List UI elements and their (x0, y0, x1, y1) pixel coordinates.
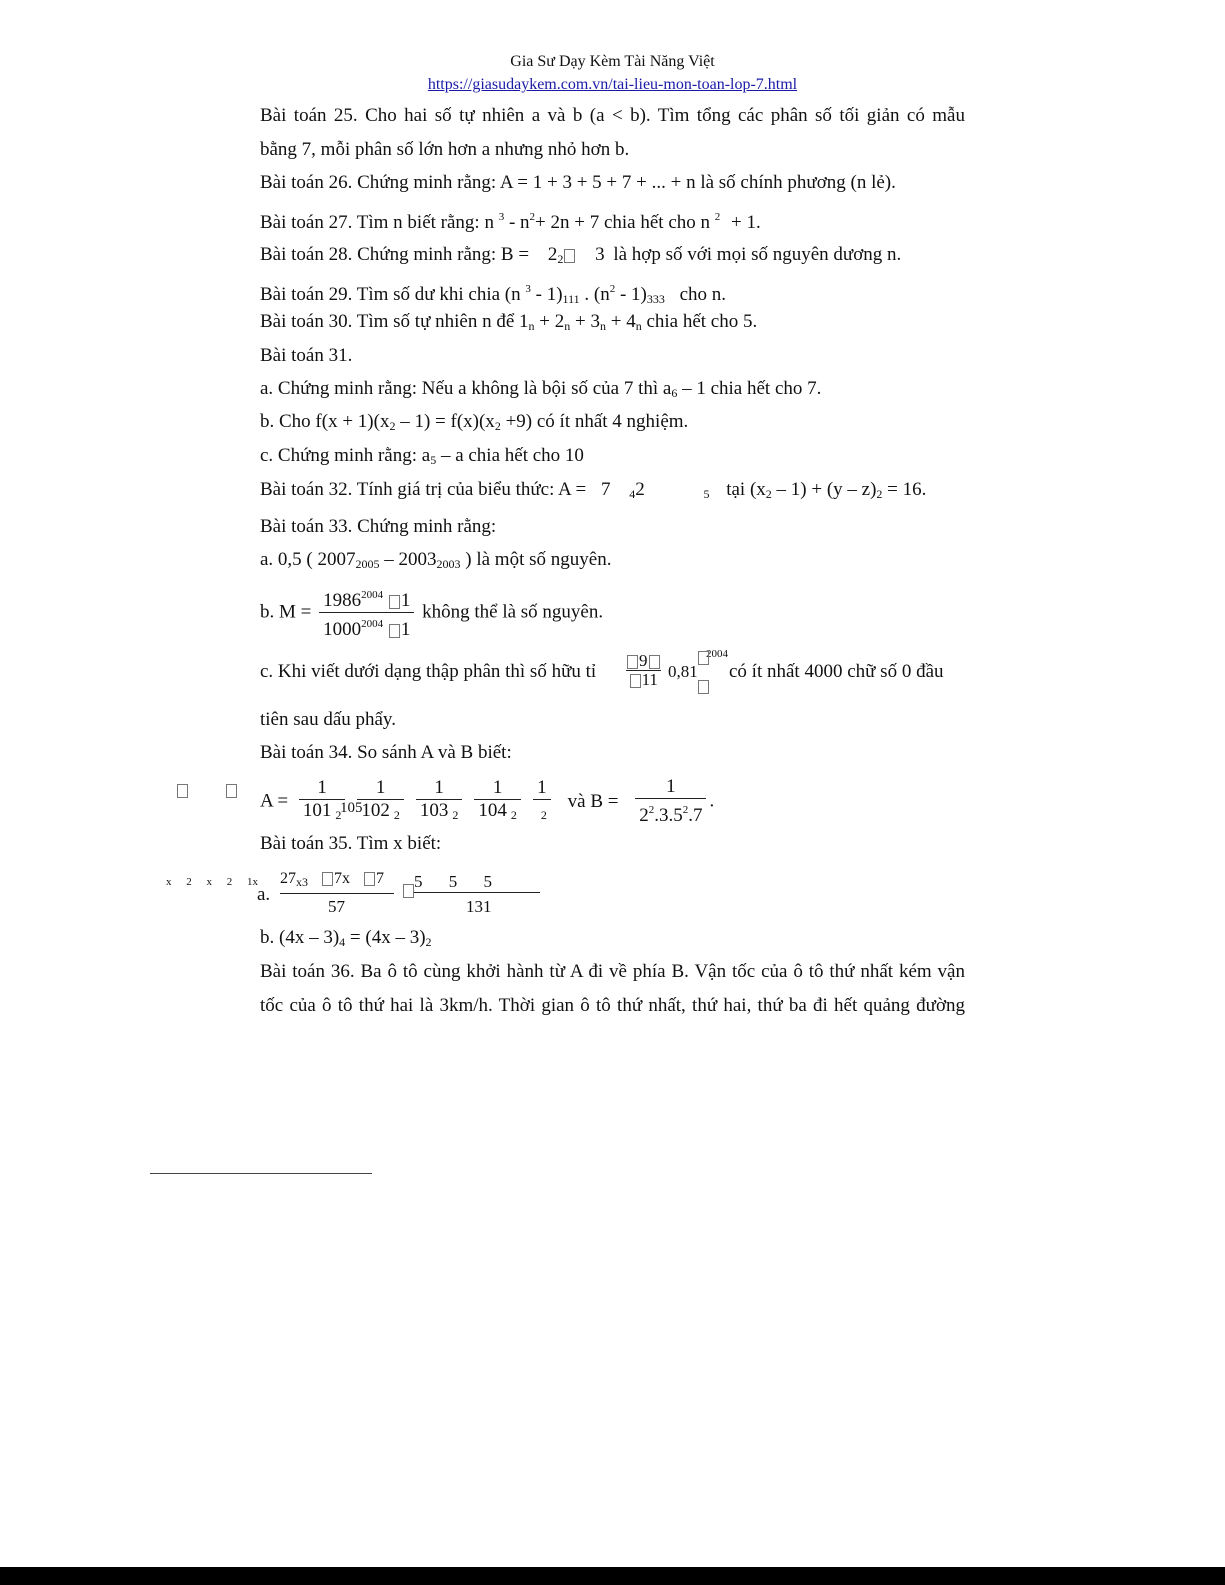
p34-fraction-den (474, 800, 521, 826)
problem-33-b (260, 584, 603, 641)
problem-35-title: Bài toán 35. Tìm x biết: (260, 833, 442, 854)
problem-33-c-line2: tiên sau dấu phẩy. (260, 709, 396, 730)
p30-d: + 4 (610, 311, 636, 332)
problem-35-b (260, 926, 432, 954)
p34-mid: và B = (567, 790, 619, 812)
p33-b-num-base: 1986 (323, 590, 362, 611)
p33-b-num (319, 584, 414, 613)
problem-31-b (260, 410, 688, 438)
p33-a-sub2: 2003 (436, 557, 461, 571)
problem-25-line1: Bài toán 25. Cho hai số tự nhiên a và b (a < b). Tìm tổng các phân số tối giản có mẫu (260, 105, 965, 126)
p34-b-fraction (635, 776, 706, 827)
p31-c-sub: 5 (430, 453, 437, 467)
p28-sub: 2 (557, 252, 564, 266)
p33-a2: – 2003 (384, 549, 437, 570)
p35-a-7: 7 (376, 870, 384, 887)
p29-b: - 1) (535, 284, 563, 305)
p34-fraction (357, 777, 404, 826)
problem-25-line2: bằng 7, mỗi phân số lớn hơn a nhưng nhỏ hơn b. (260, 139, 630, 160)
p34-fraction-den-value: 103 (419, 800, 449, 821)
p29-exp2: 2 (609, 283, 616, 295)
p34-stray-box2 (226, 784, 237, 798)
header-link[interactable]: https://giasudaykem.com.vn/tai-lieu-mon-toan-lop-7.html (427, 76, 798, 93)
p31-b-sub2: 2 (494, 419, 501, 433)
problem-34-title: Bài toán 34. So sánh A và B biết: (260, 742, 512, 763)
p27-exp2: 2 (529, 211, 536, 223)
p34-b-den-end: .7 (688, 805, 703, 826)
problem-36 (260, 960, 965, 1018)
p30-n3: n (599, 319, 606, 333)
p33-b-den-base: 1000 (323, 619, 362, 640)
p34-fraction-den-square: 2 (540, 808, 547, 822)
p34-fraction-den (357, 800, 404, 826)
p33-b-num-one: 1 (400, 590, 411, 611)
p33-c-num (626, 652, 661, 671)
p34-fraction-den-value: 101 (302, 800, 332, 821)
p32-sub1: 2 (765, 487, 772, 501)
p33-c-exp: 2004 (706, 648, 728, 660)
p34-fraction-den-square: 2 (452, 808, 459, 822)
p32-g: – 1) + (y – z) (776, 479, 877, 500)
p29-d: - 1) (619, 284, 647, 305)
p30-c: + 3 (575, 311, 600, 332)
p27-a: Bài toán 27. Tìm n biết rằng: n (260, 212, 494, 233)
p34-b-num: 1 (635, 776, 706, 799)
problem-33-a (260, 548, 611, 576)
p35-fives: 5 5 5 (414, 872, 540, 893)
p34-b-den-mid: .3.5 (654, 805, 683, 826)
p35-a-den: 57 (328, 897, 345, 916)
p32-f: tại (x (726, 479, 766, 500)
p31-b2: – 1) = f(x)(x (400, 411, 495, 432)
p30-a: Bài toán 30. Tìm số tự nhiên n để 1 (260, 311, 529, 332)
bottom-bar (0, 1567, 1225, 1585)
p32-h: = 16. (887, 479, 927, 500)
p33-c-tail: có ít nhất 4000 chữ số 0 đầu (729, 661, 944, 682)
p29-c: . (n (584, 284, 610, 305)
p33-b-den-exp: 2004 (361, 618, 384, 630)
header-link-wrap (0, 76, 1225, 94)
p29-e: cho n. (679, 284, 727, 305)
p29-a: Bài toán 29. Tìm số dư khi chia (n (260, 284, 521, 305)
problem-29 (260, 277, 726, 311)
p33-b-lead: b. M = (260, 601, 312, 623)
p33-c-fraction (626, 652, 661, 689)
problem-26: Bài toán 26. Chứng minh rằng: A = 1 + 3 + 5 + 7 + ... + n là số chính phương (n lẻ). (260, 172, 896, 193)
p35-a-box2 (364, 872, 375, 886)
p33-a-sub1: 2005 (355, 557, 380, 571)
p34-fraction (299, 777, 346, 826)
p30-n4: n (635, 319, 642, 333)
p31-a2: – 1 chia hết cho 7. (682, 378, 822, 399)
p32-seven: 7 (600, 479, 611, 500)
p33-c-box5 (698, 680, 709, 694)
problem-32 (260, 478, 926, 506)
p34-fraction-num: 1 (533, 777, 551, 800)
p30-b: + 2 (539, 311, 565, 332)
p33-b-fraction (319, 584, 414, 641)
p35-a-box1 (322, 872, 333, 886)
p34-b-den-sq2: 2 (682, 804, 689, 816)
p28-base: 2 (547, 244, 558, 265)
p31-b-sub1: 2 (389, 419, 396, 433)
p34-b-den-sq1: 2 (648, 804, 655, 816)
problem-31-c (260, 444, 584, 472)
p34-fraction-den (299, 800, 346, 826)
p35-b-sub1: 4 (339, 935, 346, 949)
p33-c-den-val: 11 (641, 670, 658, 689)
p35-b1: b. (4x – 3) (260, 927, 340, 948)
p33-b-num-exp: 2004 (361, 589, 384, 601)
p31-a1: a. Chứng minh rằng: Nếu a không là bội số của 7 thì a (260, 378, 672, 399)
p33-c-box2 (649, 655, 660, 669)
problem-25 (260, 104, 965, 162)
p34-fraction-den (533, 800, 551, 826)
p27-d: + 1. (731, 212, 761, 233)
p34-fraction-den-square: 2 (510, 808, 517, 822)
p34-stray-box1 (177, 784, 188, 798)
p27-exp3: 2 (714, 211, 721, 223)
problem-36-line1: Bài toán 36. Ba ô tô cùng khởi hành từ A đi về phía B. Vận tốc của ô tô thứ nhất kém vận (260, 961, 965, 982)
p33-c-box1 (627, 655, 638, 669)
footnote-rule (150, 1173, 372, 1174)
problem-31-a (260, 377, 821, 405)
p27-c: + 2n + 7 chia hết cho n (535, 212, 711, 233)
p35-a-x3: x3 (296, 875, 308, 889)
p35-a-7x: 7x (334, 870, 350, 887)
problem-30 (260, 310, 757, 338)
problem-31-title: Bài toán 31. (260, 345, 353, 366)
p33-b-den-one: 1 (400, 619, 411, 640)
p33-c-box3 (630, 674, 641, 688)
p28-a: Bài toán 28. Chứng minh rằng: B = (260, 244, 530, 265)
p32-five: 5 (703, 487, 710, 501)
problem-33-c (260, 660, 596, 684)
p32-four: 4 (629, 487, 636, 501)
p34-fraction-num: 1 (357, 777, 404, 800)
problem-33-title: Bài toán 33. Chứng minh rằng: (260, 516, 497, 537)
p29-exp1: 3 (525, 283, 531, 295)
p34-fraction (533, 777, 551, 826)
p28-box-glyph (564, 249, 575, 263)
p33-b-den (319, 613, 414, 641)
p33-a1: a. 0,5 ( 2007 (260, 549, 356, 570)
p31-b1: b. Cho f(x + 1)(x (260, 411, 390, 432)
p33-c-lead: c. Khi viết dưới dạng thập phân thì số hữu tỉ (260, 661, 597, 682)
p33-b-tail: không thể là số nguyên. (422, 601, 604, 623)
p34-fraction (474, 777, 521, 826)
p34-fraction-den-value: 104 (478, 800, 507, 821)
p34-end: . (709, 790, 715, 812)
p32-two: 2 (635, 479, 645, 500)
p35-box3 (403, 884, 414, 898)
p34-fraction-num: 1 (299, 777, 346, 800)
p35-a-lead: a. (257, 884, 271, 905)
p34-b-den-2: 2 (639, 805, 649, 826)
p28-three: 3 (595, 244, 605, 265)
p31-a-sub: 6 (671, 386, 678, 400)
p31-c2: – a chia hết cho 10 (440, 445, 584, 466)
problem-28 (260, 243, 901, 271)
p35-b2: = (4x – 3) (349, 927, 426, 948)
p35-b-sub2: 2 (425, 935, 432, 949)
p33-c-box4 (698, 651, 709, 665)
p35-a-num-2: 2 (280, 870, 288, 887)
p34-fraction-den-value: 102 (361, 800, 390, 821)
p34-fraction-num: 1 (416, 777, 463, 800)
p29-sub2: 333 (646, 292, 665, 306)
problem-27 (260, 205, 761, 235)
p35-b-den: 131 (466, 897, 492, 916)
p28-e: là hợp số với mọi số nguyên dương n. (613, 244, 902, 265)
p27-b: - n (508, 212, 530, 233)
p34-fraction-den (416, 800, 463, 826)
p29-sub1: 111 (562, 292, 580, 306)
problem-34-expr (260, 776, 714, 827)
p30-e: chia hết cho 5. (646, 311, 758, 332)
p33-c-num-val: 9 (639, 651, 648, 670)
p33-b-den-box (389, 624, 400, 638)
p27-exp1: 3 (498, 211, 505, 223)
p33-b-num-box (389, 595, 400, 609)
p34-b-den (635, 799, 706, 827)
p31-b3: +9) có ít nhất 4 nghiệm. (505, 411, 689, 432)
p35-a-num-7: 7 (288, 870, 296, 887)
problem-36-line2: tốc của ô tô thứ hai là 3km/h. Thời gian ô tô thứ nhất, thứ hai, thứ ba đi hết quảng đường (260, 995, 965, 1016)
p30-n2: n (564, 319, 571, 333)
p34-fraction-den-square: 2 (393, 808, 400, 822)
p33-a3: ) là một số nguyên. (465, 549, 612, 570)
p35-stray-text: x 2 x 2 1x (166, 876, 258, 888)
p34-fractions (293, 777, 557, 822)
p30-n1: n (528, 319, 535, 333)
p34-fraction-num: 1 (474, 777, 521, 800)
p32-a: Bài toán 32. Tính giá trị của biểu thức: A = (260, 479, 587, 500)
p34-fraction (416, 777, 463, 826)
p34-fraction-den-square: 2 (335, 808, 342, 822)
p34-a-lead: A = (260, 790, 289, 812)
p34-overlap: 105 (340, 800, 363, 816)
p31-c1: c. Chứng minh rằng: a (260, 445, 431, 466)
p33-c-den (626, 671, 661, 689)
p33-c-mid: 0,81 (668, 662, 698, 681)
p32-sub2: 2 (876, 487, 883, 501)
p35-a-num (280, 868, 394, 894)
header-title: Gia Sư Dạy Kèm Tài Năng Việt (510, 53, 715, 70)
